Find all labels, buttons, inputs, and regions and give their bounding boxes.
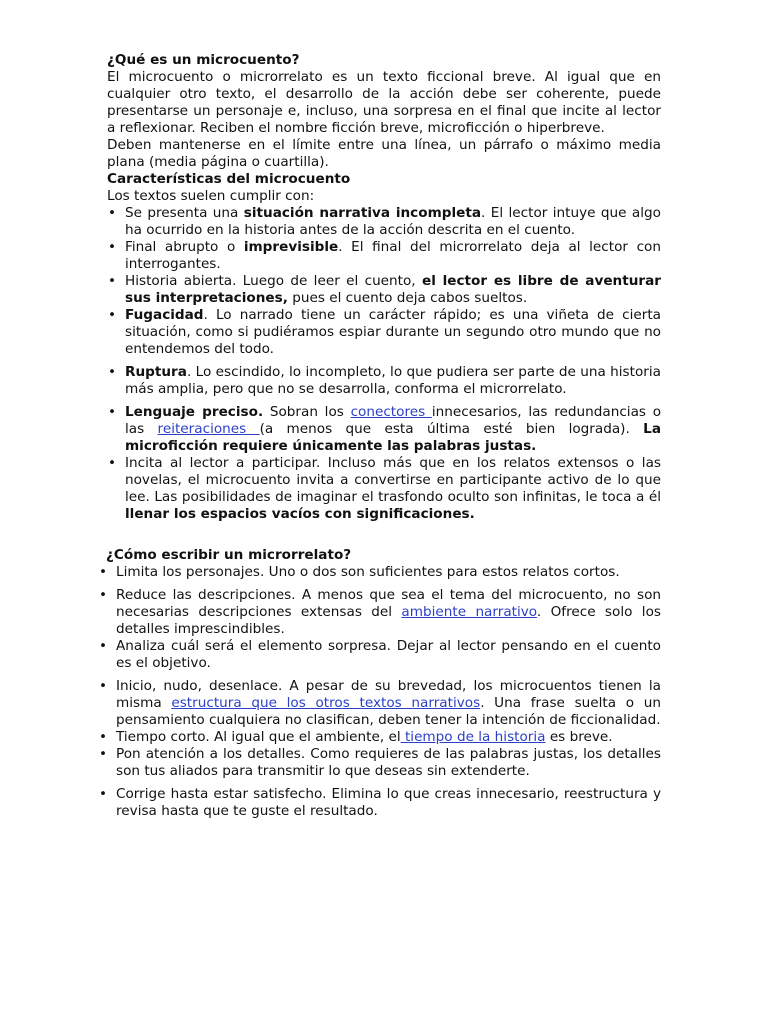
section-title-que-es: ¿Qué es un microcuento? xyxy=(107,52,300,68)
list-item: • Lenguaje preciso. Sobran los conectores innecesarios, las redundancias o las reiteraciones (a menos que esta última esté bien lograda). La microficción requiere únicamente las palabras justas. xyxy=(108,404,662,454)
bullet-icon: • xyxy=(108,273,117,289)
paragraph-length: Deben mantenerse en el límite entre una línea, un párrafo o máximo media plana (media página o cuartilla). xyxy=(107,137,661,170)
list-item: • Final abrupto o imprevisible. El final del microrrelato deja al lector con interrogantes. xyxy=(108,239,661,272)
section-title-caracteristicas: Características del microcuento xyxy=(107,171,351,187)
bullet-icon: • xyxy=(108,364,117,380)
list-item: • Historia abierta. Luego de leer el cuento, el lector es libre de aventurar sus interpretaciones, pues el cuento deja cabos sueltos. xyxy=(108,273,661,306)
section-title-como-escribir: ¿Cómo escribir un microrrelato? xyxy=(106,547,352,563)
list-item: • Ruptura. Lo escindido, lo incompleto, lo que pudiera ser parte de una historia más amplia, pero que no se desarrolla, conforma el microrrelato. xyxy=(108,364,661,397)
how-to-list xyxy=(99,564,661,820)
bullet-icon: • xyxy=(99,638,108,654)
link-reiteraciones[interactable]: reiteraciones xyxy=(157,421,260,437)
list-item: • Corrige hasta estar satisfecho. Elimina lo que creas innecesario, reestructura y revisa hasta que te guste el resultado. xyxy=(99,786,661,819)
bullet-icon: • xyxy=(99,564,108,580)
bullet-icon: • xyxy=(108,239,117,255)
bullet-icon: • xyxy=(99,587,108,603)
list-item: • Limita los personajes. Uno o dos son suficientes para estos relatos cortos. xyxy=(99,564,620,580)
list-item: • Fugacidad. Lo narrado tiene un carácter rápido; es una viñeta de cierta situación, como si pudiéramos espiar durante un segundo otro mundo que no entendemos del todo. xyxy=(108,307,661,357)
list-item: • Reduce las descripciones. A menos que sea el tema del microcuento, no son necesarias descripciones extensas del ambiente narrativo. Ofrece solo los detalles imprescindibles. xyxy=(99,587,661,637)
document-body-how-to xyxy=(99,547,661,820)
list-item: • Analiza cuál será el elemento sorpresa. Dejar al lector pensando en el cuento es el objetivo. xyxy=(99,638,661,671)
bullet-icon: • xyxy=(99,729,108,745)
bullet-icon: • xyxy=(99,746,108,762)
bullet-icon: • xyxy=(108,307,117,323)
list-item: • Incita al lector a participar. Incluso más que en los relatos extensos o las novelas, el microcuento invita a convertirse en participante activo de lo que lee. Las posibilidades de imaginar el trasfondo oculto son infinitas, le toca a él llenar los espacios vacíos con significaciones. xyxy=(108,455,661,522)
bullet-icon: • xyxy=(108,455,117,471)
list-item: • Se presenta una situación narrativa incompleta. El lector intuye que algo ha ocurrido en la historia antes de la acción descrita en el cuento. xyxy=(108,205,661,238)
paragraph-intro: Los textos suelen cumplir con: xyxy=(107,188,315,204)
link-tiempo-de-la-historia[interactable]: tiempo de la historia xyxy=(400,729,546,745)
bullet-icon: • xyxy=(108,205,117,221)
link-conectores[interactable]: conectores xyxy=(350,404,432,420)
paragraph-definition: El microcuento o microrrelato es un texto ficcional breve. Al igual que en cualquier otro texto, el desarrollo de la acción debe ser coherente, puede presentarse un personaje e, incluso, una sorpresa en el final que incite al lector a reflexionar. Reciben el nombre ficción breve, microficción o hiperbreve. xyxy=(107,69,661,136)
list-item: • Pon atención a los detalles. Como requieres de las palabras justas, los detalles son tus aliados para transmitir lo que deseas sin extenderte. xyxy=(99,746,661,779)
link-ambiente-narrativo[interactable]: ambiente narrativo xyxy=(401,604,537,620)
bullet-icon: • xyxy=(108,404,117,420)
list-item: • Tiempo corto. Al igual que el ambiente, el tiempo de la historia es breve. xyxy=(99,729,613,745)
bullet-icon: • xyxy=(99,786,108,802)
characteristics-list xyxy=(107,205,661,523)
bullet-icon: • xyxy=(99,678,108,694)
link-estructura-textos-narrativos[interactable]: estructura que los otros textos narrativos xyxy=(171,695,481,711)
document-body xyxy=(107,52,661,523)
list-item: • Inicio, nudo, desenlace. A pesar de su brevedad, los microcuentos tienen la misma estructura que los otros textos narrativos. Una frase suelta o un pensamiento cualquiera no clasifican, deben tener la intención de ficcionalidad. xyxy=(99,678,661,728)
